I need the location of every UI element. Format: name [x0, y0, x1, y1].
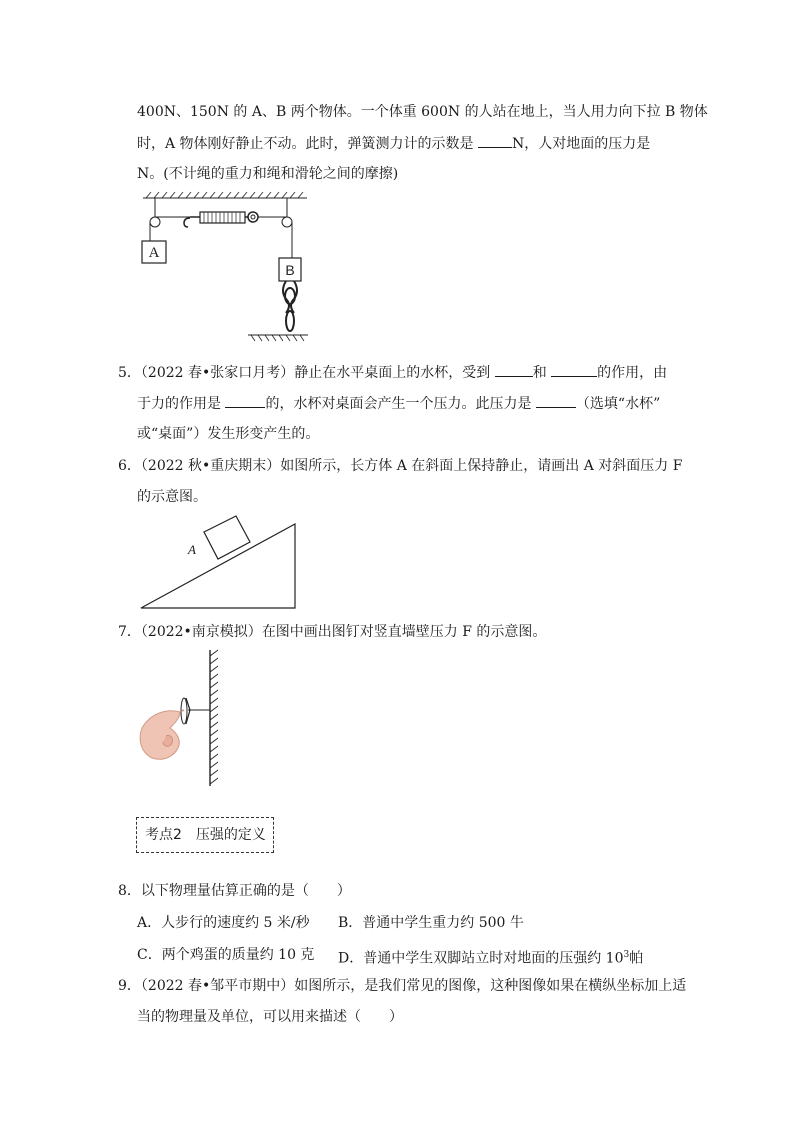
q7-line-1: [118, 622, 546, 642]
thumbtack-wall-figure: [136, 648, 226, 790]
ground: [248, 335, 308, 341]
q6-number: 6．: [118, 458, 141, 474]
q4-line-3: N。(不计绳的重力和绳和滑轮之间的摩擦): [137, 166, 399, 182]
q6-text-1: 如图所示，长方体 A 在斜面上保持静止，请画出 A 对斜面压力 F: [280, 458, 683, 474]
q9-source: （2022 春•邹平市期中）: [140, 978, 295, 994]
block-b-label: B: [285, 262, 295, 278]
q9-text-1: 如图所示，是我们常见的图像，这种图像如果在横纵坐标加上适: [294, 978, 687, 994]
q5-text-2b: 的，水杯对桌面会产生一个压力。此压力是: [265, 396, 536, 412]
hand-pull-figure: [283, 281, 297, 331]
q5-blank-4[interactable]: [536, 393, 576, 408]
q5-text-1b: 和: [532, 365, 552, 381]
q5-text-1a: 静止在水平桌面上的水杯，受到: [294, 365, 495, 381]
q7-text-1: 在图中画出图钉对竖直墙壁压力 F 的示意图。: [261, 624, 547, 640]
incline-block-label: A: [188, 542, 196, 557]
thumbtack: [181, 698, 210, 724]
q5-text-1c: 的作用，由: [597, 365, 668, 381]
q6-source: （2022 秋•重庆期末）: [140, 458, 281, 474]
spring-scale: [184, 212, 258, 227]
q9-line-2: 当的物理量及单位，可以用来描述（ ）: [137, 1009, 403, 1025]
block-a-label: A: [148, 245, 160, 261]
hand: [140, 710, 184, 759]
q8-stem: 以下物理量估算正确的是（ ）: [140, 883, 351, 899]
incline-figure: [138, 514, 300, 612]
q6-line-2: 的示意图。: [137, 489, 207, 505]
q5-text-2a: 于力的作用是: [137, 396, 226, 412]
pulley-spring-scale-figure: [140, 190, 310, 350]
q4-blank-1[interactable]: [478, 133, 512, 148]
q8-option-d-exponent: 3: [623, 950, 630, 960]
q5-blank-2[interactable]: [551, 362, 597, 377]
q5-text-2c: （选填“水杯”: [575, 396, 661, 412]
q8-number: 8．: [118, 883, 141, 899]
q4-line-1: 400N、150N 的 A、B 两个物体。一个体重 600N 的人站在地上，当人用力向下拉 B 物体: [137, 104, 708, 120]
q6-line-1: [118, 456, 682, 476]
q8-line-1: [118, 881, 351, 901]
q4-line-2-b: N，人对地面的压力是: [512, 136, 651, 152]
right-pulley: [282, 217, 292, 227]
q8-option-d-text: D．普通中学生双脚站立时对地面的压强约 10: [338, 950, 624, 967]
wall: [210, 650, 218, 786]
q9-line-1: [118, 976, 686, 996]
q7-number: 7．: [118, 624, 141, 640]
q5-line-2: [137, 393, 660, 414]
q8-option-a[interactable]: A．人步行的速度约 5 米/秒: [137, 915, 310, 931]
q5-line-1: [118, 362, 667, 383]
q9-number: 9．: [118, 978, 141, 994]
q8-option-c[interactable]: C．两个鸡蛋的质量约 10 克: [137, 947, 315, 963]
ceiling: [143, 192, 307, 198]
section-heading: 考点2 压强的定义: [145, 827, 266, 843]
q5-blank-3[interactable]: [225, 393, 265, 408]
q8-option-d-unit: 帕: [629, 950, 644, 967]
q8-option-b[interactable]: B．普通中学生重力约 500 牛: [338, 915, 524, 931]
left-pulley: [150, 217, 160, 227]
section-heading-box: [136, 817, 274, 853]
q7-source: （2022•南京模拟）: [140, 624, 262, 640]
q5-number: 5．: [118, 365, 141, 381]
q5-source: （2022 春•张家口月考）: [140, 365, 295, 381]
q8-option-d[interactable]: [338, 945, 643, 969]
q5-line-3: 或“桌面”）发生形变产生的。: [137, 426, 320, 442]
q4-line-2: [137, 133, 650, 154]
q4-line-2-a: 时，A 物体刚好静止不动。此时，弹簧测力计的示数是: [137, 136, 479, 152]
q5-blank-1[interactable]: [495, 362, 533, 377]
